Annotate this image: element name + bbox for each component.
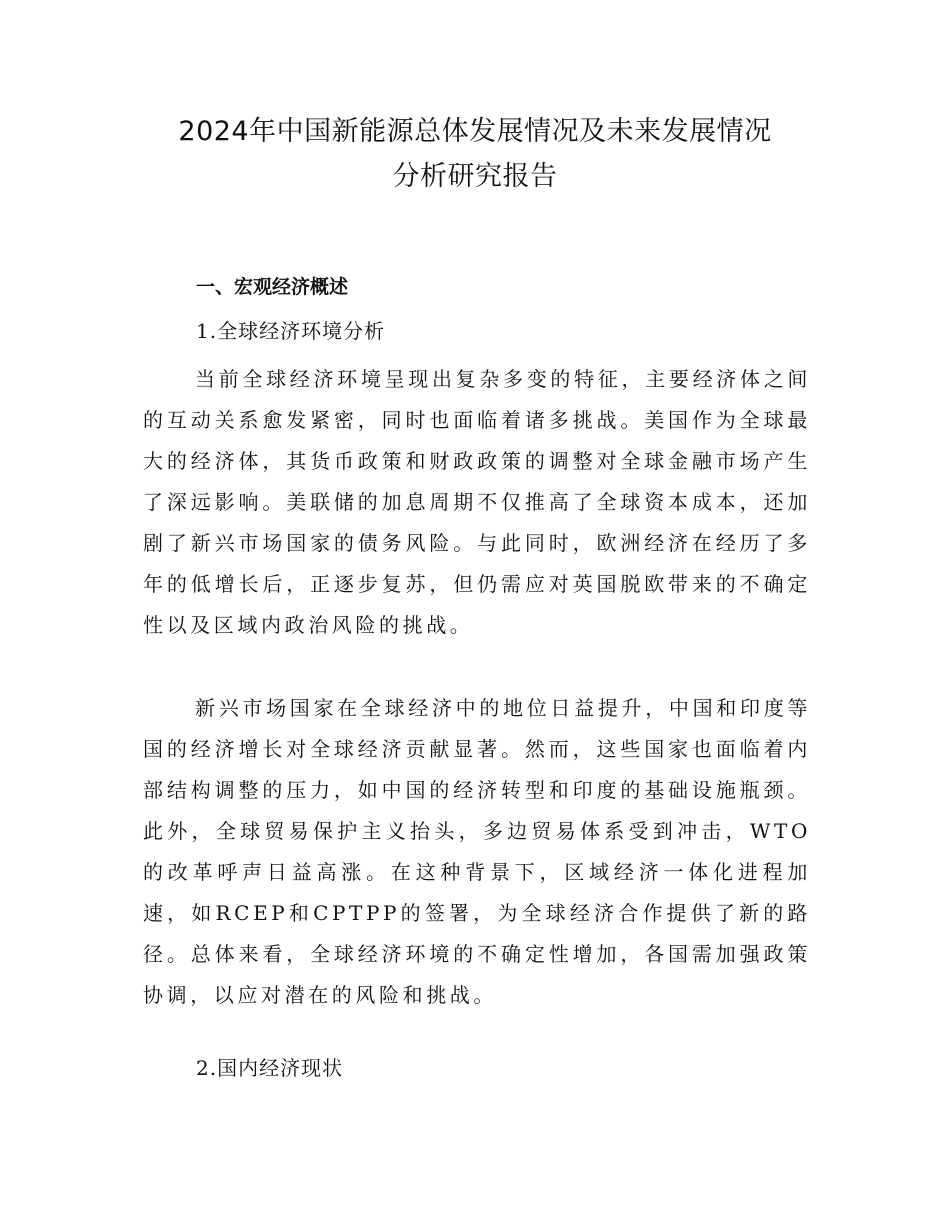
paragraph-global-economy-2: 新兴市场国家在全球经济中的地位日益提升，中国和印度等国的经济增长对全球经济贡献显著。然而，这些国家也面临着内部结构调整的压力，如中国的经济转型和印度的基础设施瓶颈。此外，全球贸易保护主义抬头，多边贸易体系受到冲击，WTO的改革呼声日益高涨。在这种背景下，区域经济一体化进程加速，如RCEP和CPTPP的签署，为全球经济合作提供了新的路径。总体来看，全球经济环境的不确定性增加，各国需加强政策协调，以应对潜在的风险和挑战。 xyxy=(143,696,811,1007)
subsection-heading-domestic-economy: 2.国内经济现状 xyxy=(196,1056,344,1080)
document-title-line-2: 分析研究报告 xyxy=(392,161,558,192)
document-title-line-1: 2024年中国新能源总体发展情况及未来发展情况 xyxy=(178,116,772,147)
paragraph-global-economy-1: 当前全球经济环境呈现出复杂多变的特征，主要经济体之间的互动关系愈发紧密，同时也面临着诸多挑战。美国作为全球最大的经济体，其货币政策和财政政策的调整对全球金融市场产生了深远影响。美联储的加息周期不仅推高了全球资本成本，还加剧了新兴市场国家的债务风险。与此同时，欧洲经济在经历了多年的低增长后，正逐步复苏，但仍需应对英国脱欧带来的不确定性以及区域内政治风险的挑战。 xyxy=(143,367,811,637)
subsection-heading-global-economy: 1.全球经济环境分析 xyxy=(196,319,386,343)
section-heading-macro-economy: 一、宏观经济概述 xyxy=(196,276,349,298)
